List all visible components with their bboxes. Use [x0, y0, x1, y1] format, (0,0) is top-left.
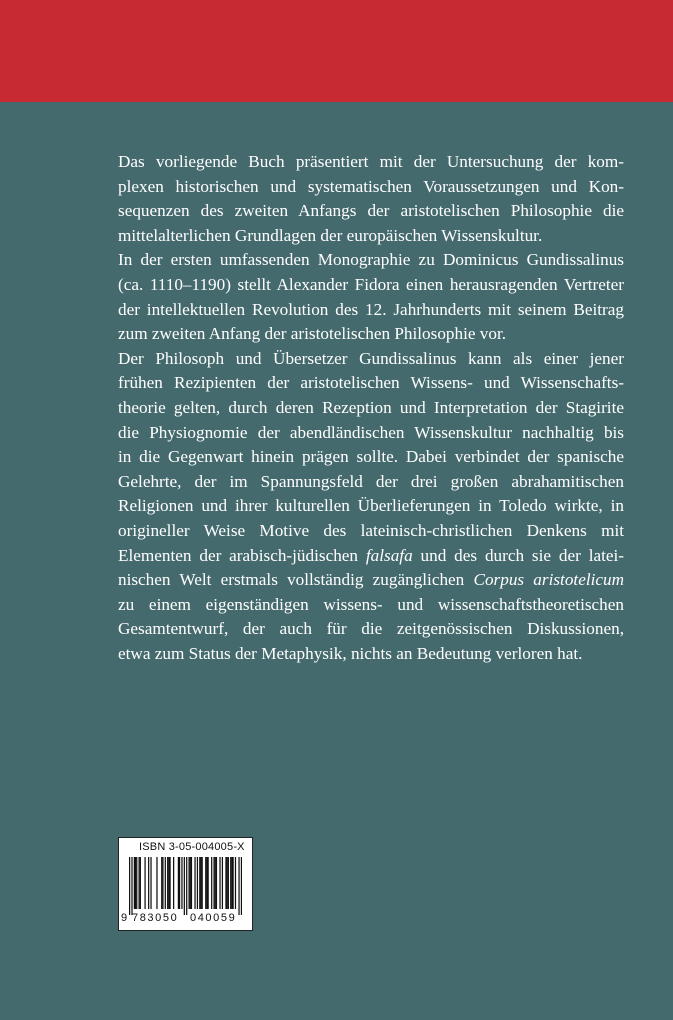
barcode-bar [168, 857, 169, 909]
barcode-bar [165, 857, 166, 909]
barcode-bar [228, 857, 229, 909]
isbn-barcode [118, 837, 253, 931]
barcode-bar [211, 857, 212, 909]
barcode-bar [230, 857, 231, 909]
barcode-bar [167, 857, 168, 909]
barcode-bars [129, 857, 242, 915]
barcode-bar [200, 857, 201, 909]
blurb-line: (ca. 1110–1190) stellt Alexander Fidora einen herausragenden Vertreter [118, 274, 624, 294]
barcode-bar [156, 857, 157, 909]
blurb-line: zum zweiten Anfang der aristotelischen Philosophie vor. [118, 324, 507, 344]
barcode-bar [181, 857, 182, 909]
barcode-bar [241, 857, 242, 915]
back-cover-blurb [118, 150, 624, 666]
barcode-bar [144, 857, 145, 909]
blurb-line: sequenzen des zweiten Anfangs der aristotelischen Philosophie die [118, 201, 624, 221]
blurb-text: und des durch sie der latei- [412, 545, 624, 565]
blurb-italic-corpus: Corpus aristotelicum [473, 570, 625, 590]
barcode-bar [188, 857, 189, 909]
ean-right-group: 040059 [190, 912, 237, 924]
barcode-bar [235, 857, 236, 909]
blurb-line: In der ersten umfassenden Monographie zu Dominicus Gundissalinus [118, 250, 624, 270]
ean-first-digit: 9 [121, 912, 128, 924]
blurb-line: Gesamtentwurf, der auch für die zeitgenössischen Diskussionen, [118, 619, 624, 639]
blurb-italic-falsafa: falsafa [365, 545, 413, 565]
barcode-bar [139, 857, 140, 909]
blurb-line [118, 568, 624, 593]
barcode-bar [222, 857, 223, 909]
ean-left-group: 783050 [132, 912, 179, 924]
barcode-bar [169, 857, 170, 909]
barcode-bar [202, 857, 203, 909]
blurb-line: zu einem eigenständigen wissens- und wissenschaftstheoretischen [118, 594, 624, 614]
blurb-line: frühen Rezipienten der aristotelischen Wissens- und Wissenschafts- [118, 373, 624, 393]
barcode-bar [215, 857, 216, 909]
blurb-line: theorie gelten, durch deren Rezeption und Interpretation der Stagirite [118, 397, 624, 417]
barcode-bar [140, 857, 141, 909]
blurb-line: in die Gegenwart hinein prägen sollte. Dabei verbindet der spanische [118, 447, 624, 467]
barcode-bar [162, 857, 163, 909]
barcode-bar [227, 857, 228, 909]
barcode-bar [134, 857, 135, 909]
blurb-text: nischen Welt erstmals vollständig zugänglichen [118, 570, 474, 590]
barcode-bar [194, 857, 195, 909]
blurb-line: Der Philosoph und Übersetzer Gundissalinus kann als einer jener [118, 348, 624, 368]
barcode-bar [216, 857, 217, 909]
barcode-bar [131, 857, 132, 915]
blurb-line: Religionen und ihrer kulturellen Überlieferungen in Toledo wirkte, in [118, 496, 624, 516]
barcode-bar [136, 857, 137, 909]
barcode-bar [178, 857, 179, 909]
blurb-line: Das vorliegende Buch präsentiert mit der Untersuchung der kom- [118, 152, 624, 171]
barcode-bar [184, 857, 185, 915]
blurb-line [118, 544, 624, 569]
barcode-bar [213, 857, 214, 909]
barcode-bar [179, 857, 180, 909]
top-color-band [0, 0, 673, 102]
barcode-bar [231, 857, 232, 909]
blurb-line: Gelehrte, der im Spannungsfeld der drei großen abrahamitischen [118, 471, 624, 491]
barcode-bar [197, 857, 198, 909]
barcode-bar [150, 857, 151, 909]
barcode-bar [199, 857, 200, 909]
barcode-bar [205, 857, 206, 909]
barcode-bar [173, 857, 174, 909]
barcode-bar [190, 857, 191, 909]
barcode-bar [161, 857, 162, 909]
barcode-bar [129, 857, 130, 915]
blurb-line: origineller Weise Motive des lateinisch-christlichen Denkens mit [118, 520, 624, 540]
barcode-bar [148, 857, 149, 909]
barcode-bar [225, 857, 226, 909]
barcode-bar [238, 857, 239, 915]
blurb-line: mittelalterlichen Grundlagen der europäischen Wissenskultur. [118, 225, 543, 245]
blurb-text: Elementen der arabisch-jüdischen [118, 545, 366, 565]
barcode-bar [191, 857, 192, 909]
blurb-line: der intellektuellen Revolution des 12. Jahrhunderts mit seinem Beitrag [118, 299, 624, 319]
blurb-line: etwa zum Status der Metaphysik, nichts an Bedeutung verloren hat. [118, 643, 583, 663]
barcode-bar [206, 857, 207, 909]
blurb-line: die Physiognomie der abendländischen Wissenskultur nachhaltig bis [118, 422, 624, 442]
barcode-bar [135, 857, 136, 909]
blurb-line: plexen historischen und systematischen Voraussetzungen und Kon- [118, 176, 624, 196]
isbn-label: ISBN 3-05-004005-X [139, 841, 245, 853]
barcode-bar [219, 857, 220, 909]
barcode-bar [186, 857, 187, 915]
barcode-bar [208, 857, 209, 909]
barcode-bar [232, 857, 233, 909]
